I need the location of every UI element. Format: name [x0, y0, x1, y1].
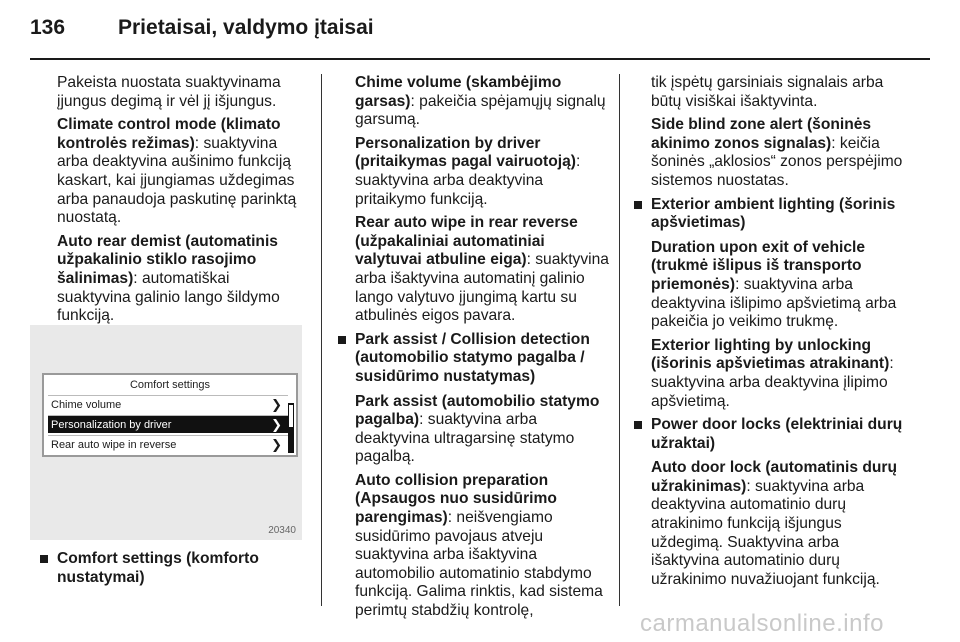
setting-text: : suaktyvina arba deaktyvina išlipimo apšvietimą arba pakeičia jo veikimo trukmę.	[651, 275, 897, 331]
screen-title: Comfort settings	[129, 379, 211, 391]
setting-term: Rear auto wipe in rear reverse (užpakaliniai automatiniai valytuvai atbuline eiga)	[355, 214, 578, 269]
menu-item-chime-volume[interactable]	[48, 395, 288, 413]
chevron-right-icon: ❯	[271, 417, 282, 432]
column-divider	[619, 74, 620, 606]
menu-item-rear-auto-wipe[interactable]	[48, 435, 288, 453]
figure-id: 20340	[268, 525, 296, 536]
setting-term: Auto door lock (automatinis durų užrakinimas)	[651, 459, 898, 495]
setting-description	[355, 74, 610, 130]
setting-term: Park assist (automobilio statymo pagalba)	[355, 392, 600, 429]
setting-description	[355, 135, 610, 209]
menu-item-personalization-by-driver[interactable]	[48, 415, 288, 433]
setting-description	[355, 472, 610, 621]
setting-term: Duration upon exit of vehicle (trukmė išlipus iš transporto priemonės)	[651, 238, 866, 293]
setting-term: Side blind zone alert (šoninės akinimo zonos signalas)	[651, 116, 872, 152]
bullet-heading: Park assist / Collision detection (automobilio statymo pagalba / susidūrimo nustatymas)	[337, 331, 610, 387]
column-divider	[321, 74, 322, 606]
page-title: Prietaisai, valdymo įtaisai	[118, 16, 374, 39]
column-1-bottom	[57, 546, 302, 593]
setting-description	[651, 116, 911, 190]
chevron-right-icon: ❯	[271, 437, 282, 452]
paragraph: tik įspėtų garsiniais signalais arba būtų visiškai išaktyvinta.	[651, 74, 884, 110]
setting-term: Auto collision preparation (Apsaugos nuo susidūrimo parengimas)	[355, 471, 557, 527]
setting-text: : neišvengiamo susidūrimo pavojaus atveju suaktyvina arba išaktyvina automobilio automatinio stabdymo funkciją. Galima rinktis, kad sistema perimtų stabdžių kontrolę,	[355, 509, 603, 620]
setting-description	[57, 233, 302, 326]
setting-description	[651, 459, 911, 589]
setting-term: Exterior lighting by unlocking (išorinis apšvietimas atrakinant)	[651, 336, 890, 373]
watermark: carmanualsonline.info	[640, 610, 884, 637]
setting-text: : suaktyvina arba išaktyvina automatinį galinio lango valytuvo įjungimą kartu su atbulinės eigos pavara.	[355, 251, 609, 325]
setting-description	[651, 239, 911, 332]
scrollbar-thumb[interactable]	[289, 405, 293, 427]
setting-description	[57, 116, 302, 228]
setting-term: Auto rear demist (automatinis užpakalinio stiklo rasojimo šalinimas)	[57, 232, 278, 287]
menu-item-label: Personalization by driver	[51, 419, 172, 431]
bullet-heading: Exterior ambient lighting (šorinis apšvietimas)	[633, 196, 911, 233]
menu-item-label: Chime volume	[51, 399, 122, 411]
page-header	[0, 0, 960, 60]
setting-text: : pakeičia spėjamųjų signalų garsumą.	[355, 92, 606, 129]
setting-description	[651, 337, 911, 411]
comfort-settings-figure	[30, 325, 302, 540]
setting-term: Chime volume (skambėjimo garsas)	[355, 74, 562, 110]
setting-text: : automatiškai suaktyvina galinio lango šildymo funkciją.	[57, 269, 280, 325]
paragraph: Pakeista nuostata suaktyvinama įjungus degimą ir vėl jį išjungus.	[57, 74, 281, 110]
column-2	[355, 74, 610, 626]
setting-text: : keičia šoninės „aklosios“ zonos perspėjimo sistemos nuostatas.	[651, 134, 903, 189]
setting-text: : suaktyvina arba deaktyvina ultragarsinę statymo pagalbą.	[355, 411, 575, 466]
setting-description	[355, 393, 610, 467]
menu-item-label: Rear auto wipe in reverse	[51, 439, 177, 451]
column-3	[651, 74, 911, 594]
setting-text: : suaktyvina arba deaktyvina automatinio durų atrakinimo funkciją išjungus uždegimą. Suaktyvina arba išaktyvina automatinio durų užrakinimo nuvažiuojant funkciją.	[651, 477, 880, 588]
setting-description	[355, 214, 610, 326]
scrollbar[interactable]	[288, 403, 294, 453]
page-number: 136	[30, 16, 66, 39]
display-screen	[42, 373, 298, 457]
setting-text: : suaktyvina arba deaktyvina įlipimo apšvietimą.	[651, 355, 894, 410]
setting-text: : suaktyvina arba deaktyvina pritaikymo funkciją.	[355, 153, 581, 208]
setting-text: : suaktyvina arba deaktyvina aušinimo funkciją kaskart, kai įjungiamas uždegimas arba panaudoja paskutinę parinktą nuostatą.	[57, 134, 297, 227]
setting-term: Climate control mode (klimato kontrolės režimas)	[57, 116, 281, 152]
header-divider	[30, 58, 930, 60]
setting-term: Personalization by driver (pritaikymas pagal vairuotoją)	[355, 134, 576, 171]
column-1	[57, 74, 302, 331]
chevron-right-icon: ❯	[271, 397, 282, 412]
bullet-heading: Comfort settings (komforto nustatymai)	[39, 550, 302, 587]
bullet-heading: Power door locks (elektriniai durų užraktai)	[633, 416, 911, 453]
